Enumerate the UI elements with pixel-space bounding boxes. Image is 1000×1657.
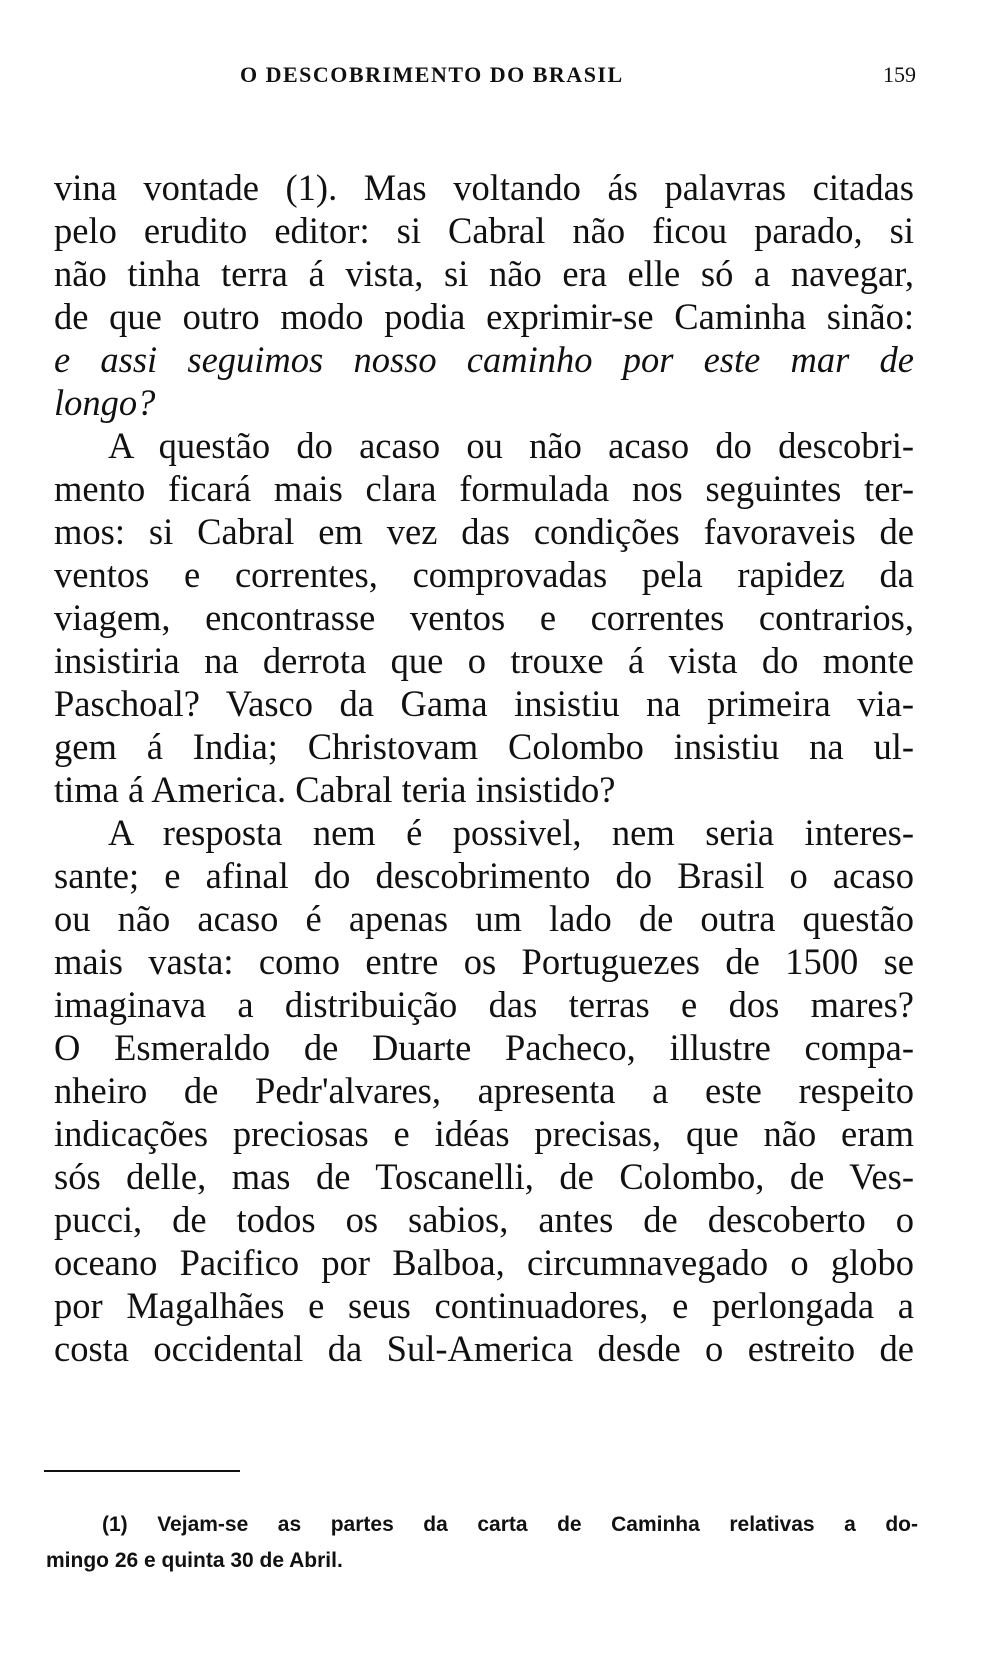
text-line: viagem, encontrasse ventos e correntes contrarios, — [54, 597, 914, 638]
paragraph-start-line: A questão do acaso ou não acaso do descobri- — [108, 425, 914, 466]
text-line: mais vasta: como entre os Portuguezes de 1500 se — [54, 941, 914, 982]
text-line-italic: longo? — [54, 382, 156, 423]
text-line: nheiro de Pedr'alvares, apresenta a este respeito — [54, 1070, 914, 1111]
running-header — [0, 62, 1000, 96]
text-line: indicações preciosas e idéas precisas, que não eram — [54, 1113, 914, 1154]
text-line: costa occidental da Sul-America desde o estreito de — [54, 1328, 914, 1369]
text-line: ventos e correntes, comprovadas pela rapidez da — [54, 554, 914, 595]
text-line: mos: si Cabral em vez das condições favoraveis de — [54, 511, 914, 552]
footnote-line: mingo 26 e quinta 30 de Abril. — [46, 1549, 343, 1572]
footnote-line: (1) Vejam-se as partes da carta de Caminha relativas a do- — [102, 1513, 918, 1536]
body-text — [54, 166, 914, 1370]
text-line: Paschoal? Vasco da Gama insistiu na primeira via- — [54, 683, 914, 724]
text-line: gem á India; Christovam Colombo insistiu na ul- — [54, 726, 914, 767]
text-line: sós delle, mas de Toscanelli, de Colombo, de Ves- — [54, 1156, 914, 1197]
text-line: mento ficará mais clara formulada nos seguintes ter- — [54, 468, 914, 509]
text-line: tima á America. Cabral teria insistido? — [54, 769, 616, 810]
text-line: ou não acaso é apenas um lado de outra questão — [54, 898, 914, 939]
text-line: não tinha terra á vista, si não era elle só a navegar, — [54, 253, 914, 294]
text-line: de que outro modo podia exprimir-se Caminha sinão: — [54, 296, 914, 337]
footnote-rule — [44, 1470, 240, 1472]
page-number: 159 — [883, 62, 916, 87]
footnote — [46, 1507, 918, 1579]
text-line: imaginava a distribuição das terras e dos mares? — [54, 984, 914, 1025]
text-line-italic: e assi seguimos nosso caminho por este mar de — [54, 339, 914, 380]
text-line: vina vontade (1). Mas voltando ás palavras citadas — [54, 167, 914, 208]
text-line: O Esmeraldo de Duarte Pacheco, illustre compa- — [54, 1027, 914, 1068]
paragraph-start-line: A resposta nem é possivel, nem seria interes- — [108, 812, 914, 853]
text-line: pucci, de todos os sabios, antes de descoberto o — [54, 1199, 914, 1240]
text-line: sante; e afinal do descobrimento do Brasil o acaso — [54, 855, 914, 896]
text-line: por Magalhães e seus continuadores, e perlongada a — [54, 1285, 914, 1326]
text-line: oceano Pacifico por Balboa, circumnavegado o globo — [54, 1242, 914, 1283]
text-line: insistiria na derrota que o trouxe á vista do monte — [54, 640, 914, 681]
running-title: O DESCOBRIMENTO DO BRASIL — [240, 62, 624, 87]
text-line: pelo erudito editor: si Cabral não ficou parado, si — [54, 210, 914, 251]
